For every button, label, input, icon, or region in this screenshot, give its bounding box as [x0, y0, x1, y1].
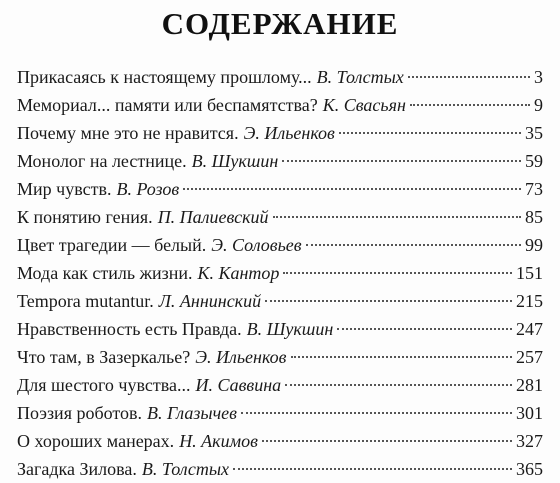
dot-leader — [183, 188, 521, 190]
dot-leader — [262, 440, 512, 442]
dot-leader — [241, 412, 512, 414]
entry-title: К понятию гения. — [17, 207, 153, 227]
entry-author: П. Палиевский — [157, 207, 269, 227]
dot-leader — [410, 104, 530, 106]
dot-leader — [337, 328, 512, 330]
entry-author: В. Шукшин — [191, 151, 279, 171]
entry-page-number: 365 — [516, 459, 543, 479]
dot-leader — [282, 160, 521, 162]
toc-entry — [17, 399, 543, 427]
toc-entry — [17, 427, 543, 455]
dot-leader — [306, 244, 521, 246]
entry-author: Н. Акимов — [179, 431, 258, 451]
toc-entry — [17, 287, 543, 315]
entry-author: Э. Соловьев — [211, 235, 302, 255]
table-of-contents — [17, 63, 543, 483]
toc-entry — [17, 91, 543, 119]
entry-author: В. Глазычев — [147, 403, 237, 423]
page-title: СОДЕРЖАНИЕ — [161, 6, 399, 41]
entry-page-number: 327 — [516, 431, 543, 451]
entry-page-number: 9 — [534, 95, 543, 115]
entry-title: О хороших манерах. — [17, 431, 175, 451]
entry-title: Поэзия роботов. — [17, 403, 143, 423]
entry-page-number: 99 — [525, 235, 543, 255]
toc-entry — [17, 231, 543, 259]
toc-entry — [17, 203, 543, 231]
entry-page-number: 73 — [525, 179, 543, 199]
toc-entry — [17, 63, 543, 91]
entry-author: Э. Ильенков — [195, 347, 287, 367]
dot-leader — [291, 356, 513, 358]
entry-author: Л. Аннинский — [158, 291, 262, 311]
entry-title: Что там, в Зазеркалье? — [17, 347, 191, 367]
entry-title: Мода как стиль жизни. — [17, 263, 193, 283]
dot-leader — [233, 468, 512, 470]
entry-page-number: 35 — [525, 123, 543, 143]
entry-title: Tempora mutantur. — [17, 291, 154, 311]
dot-leader — [285, 384, 512, 386]
entry-author: К. Свасьян — [322, 95, 406, 115]
entry-title: Загадка Зилова. — [17, 459, 137, 479]
dot-leader — [283, 272, 512, 274]
entry-page-number: 257 — [516, 347, 543, 367]
dot-leader — [408, 76, 530, 78]
entry-title: Мемориал... памяти или беспамятства? — [17, 95, 318, 115]
entry-title: Для шестого чувства... — [17, 375, 191, 395]
entry-title: Почему мне это не нравится. — [17, 123, 239, 143]
dot-leader — [273, 216, 521, 218]
toc-entry — [17, 315, 543, 343]
toc-entry — [17, 259, 543, 287]
entry-author: В. Толстых — [141, 459, 230, 479]
entry-author: И. Саввина — [195, 375, 282, 395]
entry-page-number: 151 — [516, 263, 543, 283]
entry-page-number: 301 — [516, 403, 543, 423]
toc-entry — [17, 343, 543, 371]
entry-author: В. Толстых — [316, 67, 404, 87]
toc-entry — [17, 371, 543, 399]
entry-page-number: 3 — [534, 67, 543, 87]
toc-entry — [17, 175, 543, 203]
entry-page-number: 247 — [516, 319, 543, 339]
entry-title: Цвет трагедии — белый. — [17, 235, 207, 255]
entry-title: Нравственность есть Правда. — [17, 319, 242, 339]
entry-author: К. Кантор — [197, 263, 280, 283]
toc-entry — [17, 147, 543, 175]
dot-leader — [265, 300, 512, 302]
toc-entry — [17, 455, 543, 483]
entry-author: Э. Ильенков — [243, 123, 335, 143]
toc-entry — [17, 119, 543, 147]
entry-title: Монолог на лестнице. — [17, 151, 187, 171]
entry-page-number: 281 — [516, 375, 543, 395]
entry-title: Мир чувств. — [17, 179, 112, 199]
entry-page-number: 85 — [525, 207, 543, 227]
entry-page-number: 215 — [516, 291, 543, 311]
entry-page-number: 59 — [525, 151, 543, 171]
entry-author: В. Розов — [116, 179, 180, 199]
entry-author: В. Шукшин — [246, 319, 334, 339]
dot-leader — [339, 132, 521, 134]
entry-title: Прикасаясь к настоящему прошлому... — [17, 67, 312, 87]
